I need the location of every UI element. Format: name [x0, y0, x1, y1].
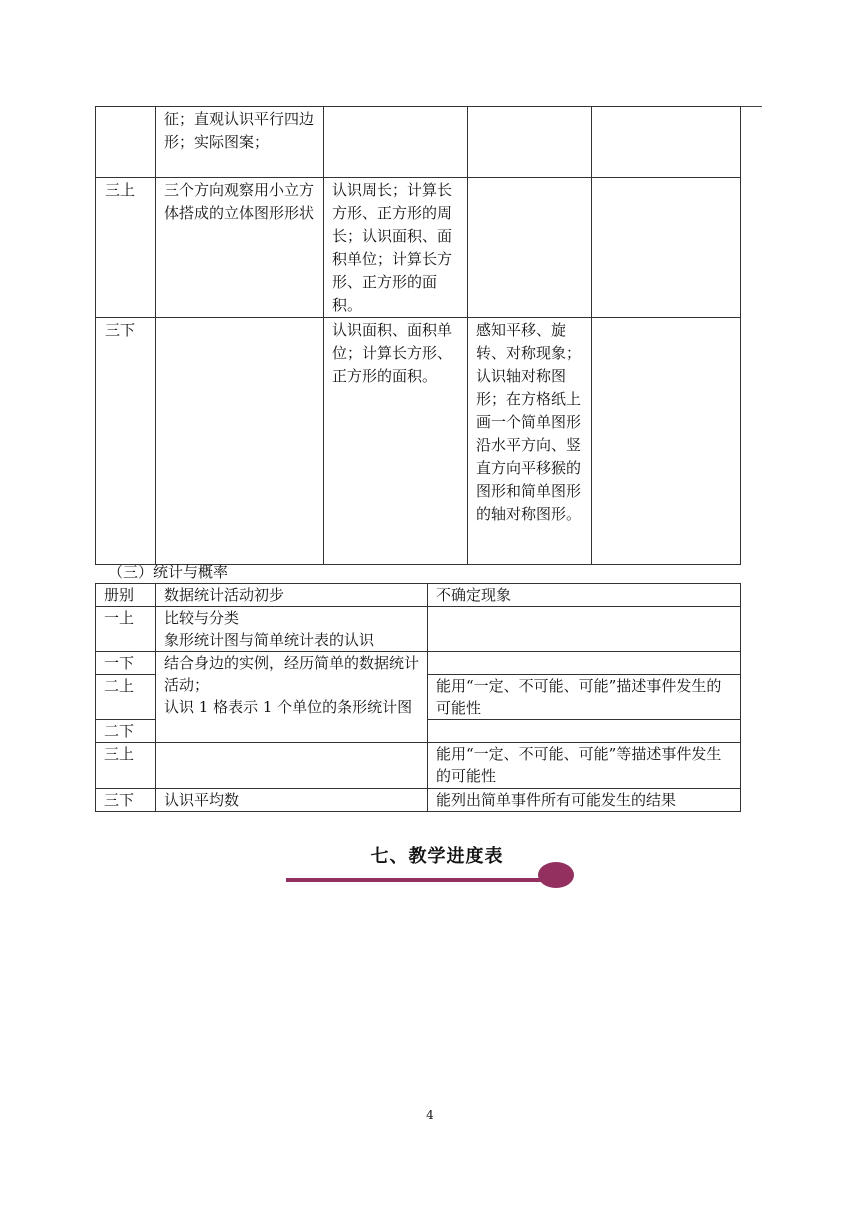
table-cell — [592, 107, 741, 178]
title-underline-bar — [286, 878, 554, 882]
table-cell: 比较与分类 象形统计图与简单统计表的认识 — [156, 607, 428, 652]
statistics-table — [95, 583, 741, 812]
table-cell: 结合身边的实例，经历简单的数据统计活动； 认识 1 格表示 1 个单位的条形统计图 — [156, 652, 428, 743]
table-cell — [156, 743, 428, 789]
page-number: 4 — [426, 1108, 434, 1122]
table-cell — [592, 178, 741, 318]
table-cell — [428, 652, 741, 675]
table-cell: 认识周长；计算长方形、正方形的周长；认识面积、面积单位；计算长方形、正方形的面积。 — [324, 178, 468, 318]
grade-cell: 二上 — [96, 675, 156, 720]
table-cell — [592, 318, 741, 565]
table-row — [96, 318, 741, 565]
table-row — [96, 789, 741, 812]
column-header: 不确定现象 — [428, 584, 741, 607]
table-cell — [468, 178, 592, 318]
grade-cell: 三下 — [96, 318, 156, 565]
table-cell — [428, 607, 741, 652]
table-cell: 能列出简单事件所有可能发生的结果 — [428, 789, 741, 812]
grade-cell: 一下 — [96, 652, 156, 675]
table-row — [96, 107, 741, 178]
table-header-row — [96, 584, 741, 607]
title-underline-dot — [538, 862, 574, 888]
chapter-title: 七、教学进度表 — [370, 846, 504, 867]
grade-cell: 一上 — [96, 607, 156, 652]
table-cell: 三个方向观察用小立方体搭成的立体图形形状 — [156, 178, 324, 318]
table-cell — [324, 107, 468, 178]
grade-cell: 三下 — [96, 789, 156, 812]
column-header: 册别 — [96, 584, 156, 607]
table-row — [96, 607, 741, 652]
table-row — [96, 652, 741, 675]
table-row — [96, 178, 741, 318]
column-header: 数据统计活动初步 — [156, 584, 428, 607]
table-cell: 认识平均数 — [156, 789, 428, 812]
table-cell: 感知平移、旋转、对称现象；认识轴对称图形；在方格纸上画一个简单图形沿水平方向、竖直方向平移猴的图形和简单图形的轴对称图形。 — [468, 318, 592, 565]
table-cell — [156, 318, 324, 565]
table-cell: 能用“一定、不可能、可能”描述事件发生的可能性 — [428, 675, 741, 720]
table-cell — [468, 107, 592, 178]
table-cell: 认识面积、面积单位；计算长方形、正方形的面积。 — [324, 318, 468, 565]
grade-cell: 三上 — [96, 178, 156, 318]
geometry-table — [95, 106, 741, 565]
grade-cell: 二下 — [96, 720, 156, 743]
table-cell: 征；直观认识平行四边形；实际图案； — [156, 107, 324, 178]
table-cell: 能用“一定、不可能、可能”等描述事件发生的可能性 — [428, 743, 741, 789]
grade-cell — [96, 107, 156, 178]
grade-cell: 三上 — [96, 743, 156, 789]
table-row — [96, 743, 741, 789]
section-heading: （三）统计与概率 — [108, 563, 229, 581]
table-cell — [428, 720, 741, 743]
